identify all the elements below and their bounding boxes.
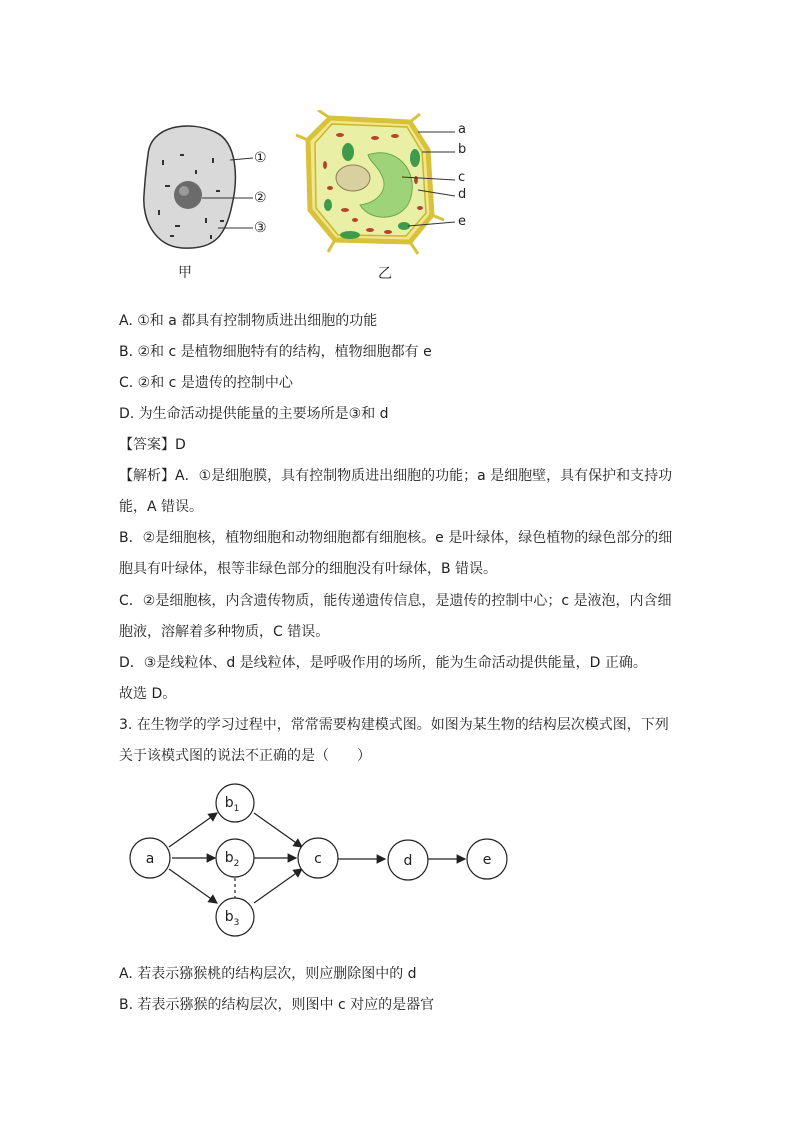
node-b2-label: $b_2$ <box>224 850 240 869</box>
q2-analysis-line: 【解析】A．①是细胞膜，具有控制物质进出细胞的功能；a 是细胞壁，具有保护和支持功 <box>119 468 673 484</box>
node-b1-label: $b_1$ <box>224 795 240 814</box>
node-c-label: c <box>314 851 322 867</box>
animal-cell-label: 甲 <box>178 265 192 281</box>
q2-option-d: D. 为生命活动提供能量的主要场所是③和 d <box>119 406 389 422</box>
node-a-label: a <box>145 851 155 867</box>
q3-stem-line: 关于该模式图的说法不正确的是（ ） <box>119 748 371 764</box>
q3-stem-line: 3. 在生物学的学习过程中，常常需要构建模式图。如图为某生物的结构层次模式图，下列 <box>119 717 669 733</box>
plant-mark-d: d <box>458 187 467 202</box>
q2-analysis-line: 故选 D。 <box>119 686 177 702</box>
q2-analysis-line: 胞液，溶解着多种物质，C 错误。 <box>119 624 330 640</box>
node-d-label: d <box>403 853 413 869</box>
q2-option-c: C. ②和 c 是遗传的控制中心 <box>119 375 293 391</box>
animal-cell <box>144 126 253 248</box>
q2-analysis-line: B．②是细胞核，植物细胞和动物细胞都有细胞核。e 是叶绿体，绿色植物的绿色部分的细 <box>119 530 673 546</box>
node-b3-label: $b_3$ <box>224 909 240 928</box>
q2-analysis-line: D．③是线粒体、d 是线粒体，是呼吸作用的场所，能为生命活动提供能量，D 正确。 <box>119 655 647 671</box>
q2-analysis-line: 能，A 错误。 <box>119 499 204 515</box>
hierarchy-diagram <box>120 775 520 945</box>
node-b3 <box>216 898 254 936</box>
node-b1 <box>216 784 254 822</box>
plant-mark-e: e <box>458 214 466 229</box>
animal-mark-1: ① <box>254 150 267 166</box>
q2-analysis-line: 胞具有叶绿体，根等非绿色部分的细胞没有叶绿体，B 错误。 <box>119 561 498 577</box>
plant-cell <box>296 110 455 254</box>
animal-mark-2: ② <box>254 190 267 206</box>
q2-analysis-line: C．②是细胞核，内含遗传物质，能传递遗传信息，是遗传的控制中心；c 是液泡，内含细 <box>119 593 672 609</box>
plant-mark-a: a <box>458 122 466 137</box>
cell-figure <box>120 110 480 285</box>
q2-option-a: A. ①和 a 都具有控制物质进出细胞的功能 <box>119 313 378 329</box>
q3-option-a: A. 若表示猕猴桃的结构层次，则应删除图中的 d <box>119 966 417 982</box>
plant-mark-b: b <box>458 142 467 157</box>
q3-option-b: B. 若表示猕猴的结构层次，则图中 c 对应的是器官 <box>119 997 435 1013</box>
q2-option-b: B. ②和 c 是植物细胞特有的结构，植物细胞都有 e <box>119 344 432 360</box>
node-b2 <box>216 839 254 877</box>
plant-mark-c: c <box>458 170 466 185</box>
q2-answer: 【答案】D <box>119 437 186 453</box>
node-e-label: e <box>482 852 492 868</box>
plant-cell-label: 乙 <box>378 266 392 282</box>
animal-mark-3: ③ <box>254 220 267 236</box>
